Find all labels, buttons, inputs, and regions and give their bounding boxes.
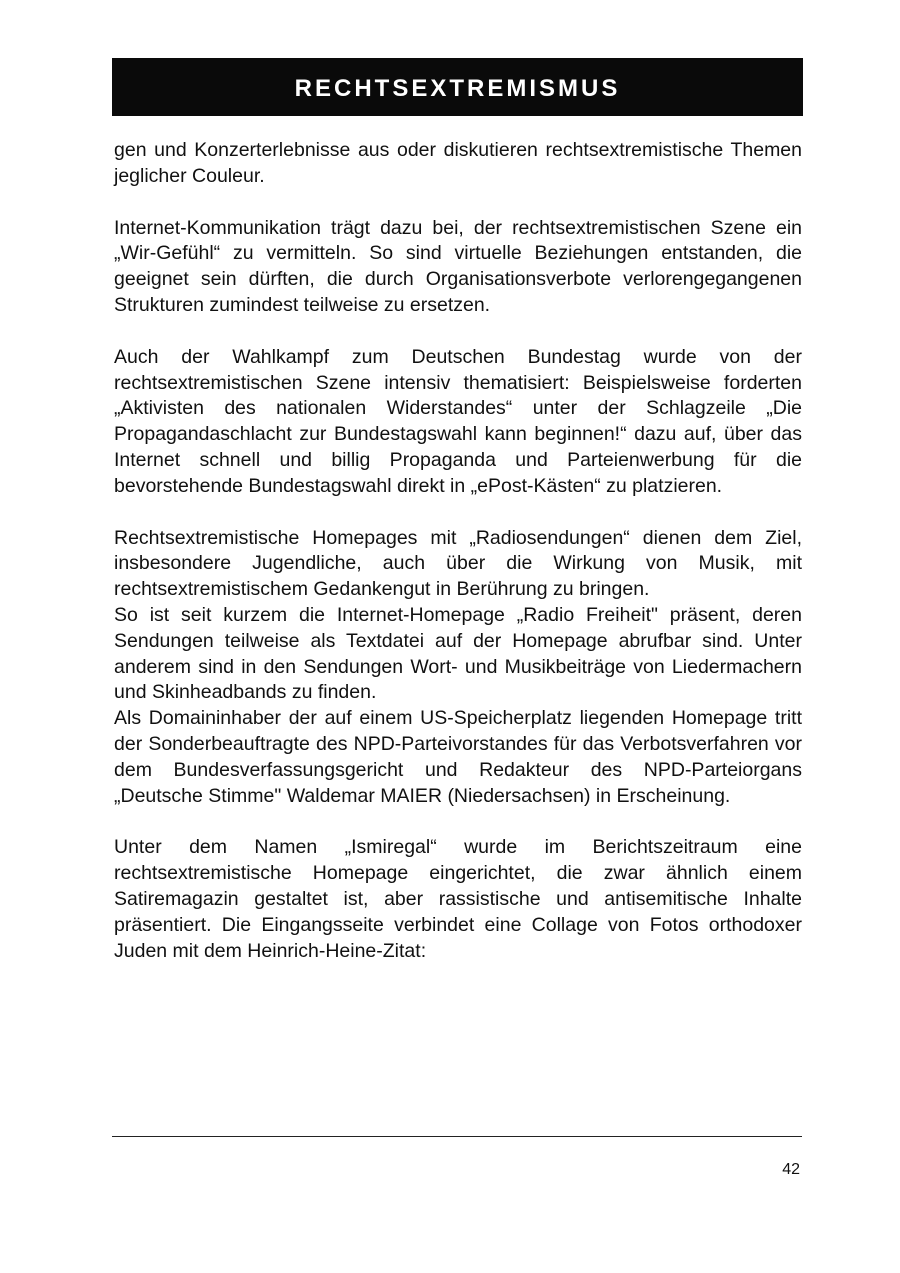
paragraph-5: So ist seit kurzem die Internet-Homepage „Radio Freiheit" präsent, deren Sendungen teilweise als Textdatei auf der Homepage abrufbar sind. Unter anderem sind in den Sendungen Wort- und Musikbeiträge von Liedermachern und Skinheadbands zu finden. bbox=[114, 603, 802, 704]
paragraph-7: Unter dem Namen „Ismiregal“ wurde im Berichtszeitraum eine rechtsextremistische Homepage eingerichtet, die zwar ähnlich einem Satiremagazin gestaltet ist, aber rassistische und antisemitische Inhalte präsentiert. Die Eingangsseite verbindet eine Collage von Fotos orthodoxer Juden mit dem Heinrich-Heine-Zitat: bbox=[114, 836, 802, 962]
section-header-bar bbox=[112, 58, 803, 116]
paragraph-2: Internet-Kommunikation trägt dazu bei, der rechtsextremistischen Szene ein „Wir-Gefühl“ zu vermitteln. So sind virtuelle Beziehungen entstanden, die geeignet sein dürften, die durch Organisationsverbote verlorengegangenen Strukturen zumindest teilweise zu ersetzen. bbox=[114, 216, 802, 316]
footer-divider bbox=[112, 1136, 802, 1137]
section-title: RECHTSEXTREMISMUS bbox=[294, 75, 621, 102]
paragraph-4: Rechtsextremistische Homepages mit „Radiosendungen“ dienen dem Ziel, insbesondere Jugendliche, auch über die Wirkung von Musik, mit rechtsextremistischem Gedankengut in Berührung zu bringen. bbox=[114, 526, 802, 601]
paragraph-3: Auch der Wahlkampf zum Deutschen Bundestag wurde von der rechtsextremistischen Szene intensiv thematisiert: Beispielsweise forderten „Aktivisten des nationalen Widerstandes“ unter der Schlagzeile „Die Propagandaschlacht zur Bundestagswahl kann beginnen!“ dazu auf, über das Internet schnell und billig Propaganda und Parteienwerbung für die bevorstehende Bundestagswahl direkt in „ePost-Kästen“ zu platzieren. bbox=[114, 345, 802, 497]
paragraph-6: Als Domaininhaber der auf einem US-Speicherplatz liegenden Homepage tritt der Sonderbeauftragte des NPD-Parteivorstandes für das Verbotsverfahren vor dem Bundesverfassungsgericht und Redakteur des NPD-Parteiorgans „Deutsche Stimme" Waldemar MAIER (Niedersachsen) in Erscheinung. bbox=[114, 707, 802, 807]
body-text bbox=[114, 138, 802, 964]
page-number: 42 bbox=[782, 1161, 800, 1178]
paragraph-1: gen und Konzerterlebnisse aus oder diskutieren rechtsextremistische Themen jeglicher Couleur. bbox=[114, 139, 802, 187]
